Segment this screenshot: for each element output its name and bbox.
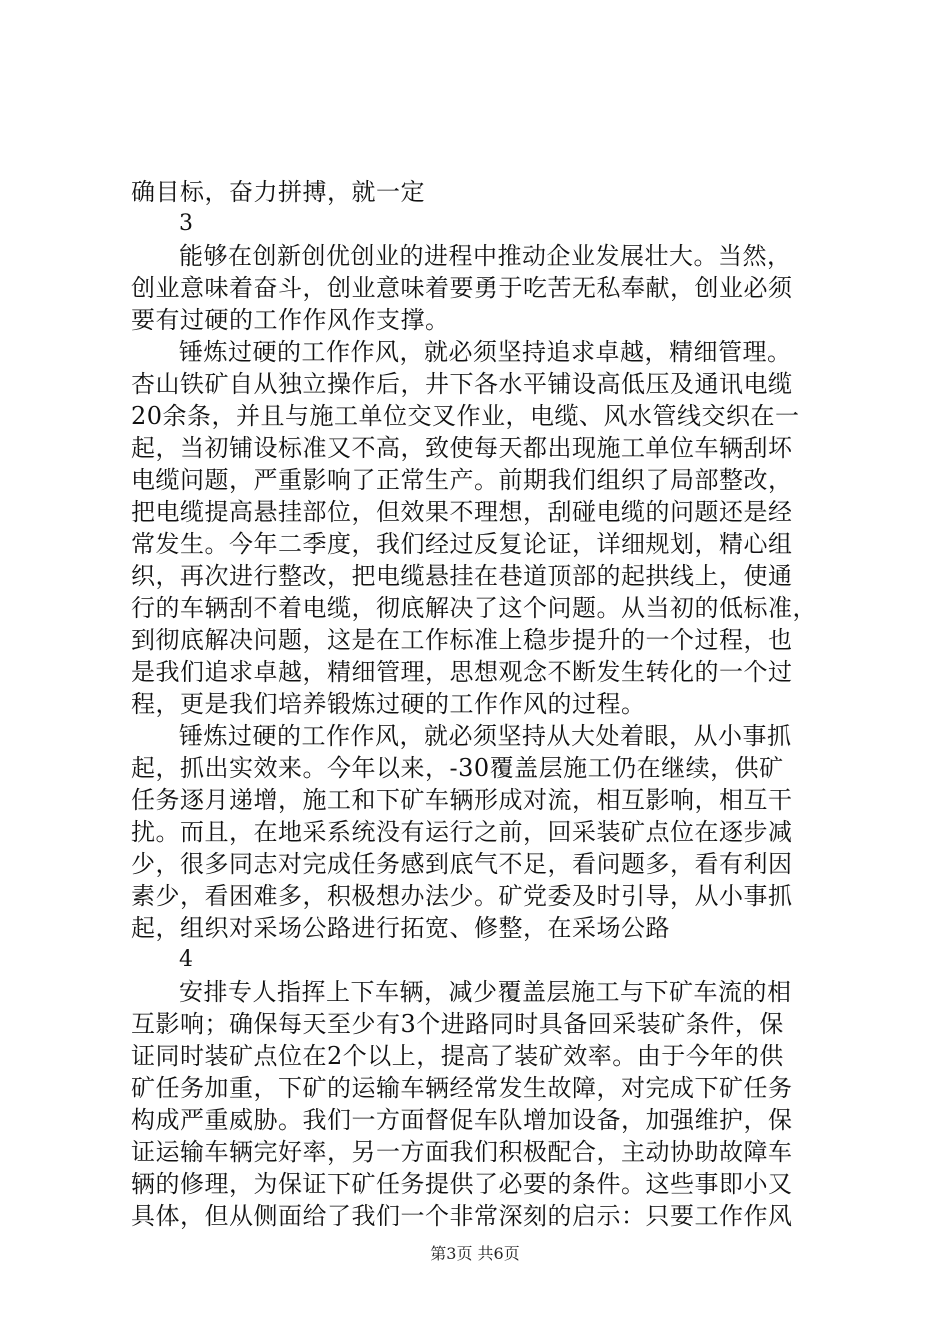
page-marker: 3 — [179, 211, 194, 236]
text-line: 证运输车辆完好率，另一方面我们积极配合，主动协助故障车 — [131, 1138, 793, 1166]
paragraph-start-line: 能够在创新创优创业的进程中推动企业发展壮大。当然， — [179, 242, 792, 270]
text-line: 创业意味着奋斗，创业意味着要勇于吃苦无私奉献，创业必须 — [131, 274, 793, 302]
text-line: 杏山铁矿自从独立操作后，井下各水平铺设高低压及通讯电缆 — [131, 370, 793, 398]
text-line: 少，很多同志对完成任务感到底气不足，看问题多，看有利因 — [131, 850, 793, 878]
text-line: 构成严重威胁。我们一方面督促车队增加设备，加强维护，保 — [131, 1106, 793, 1134]
text-line: 具体，但从侧面给了我们一个非常深刻的启示：只要工作作风 — [131, 1202, 793, 1230]
text-line: 20余条，并且与施工单位交叉作业，电缆、风水管线交织在一 — [131, 402, 800, 430]
page-marker: 4 — [179, 947, 194, 972]
paragraph-start-line: 锤炼过硬的工作作风，就必须坚持从大处着眼，从小事抓 — [179, 722, 792, 750]
text-line: 要有过硬的工作作风作支撑。 — [131, 306, 450, 334]
text-line: 扰。而且，在地采系统没有运行之前，回采装矿点位在逐步减 — [131, 818, 793, 846]
text-line: 起，当初铺设标准又不高，致使每天都出现施工单位车辆刮坏 — [131, 434, 793, 462]
text-line: 矿任务加重，下矿的运输车辆经常发生故障，对完成下矿任务 — [131, 1074, 793, 1102]
text-line: 辆的修理，为保证下矿任务提供了必要的条件。这些事即小又 — [131, 1170, 793, 1198]
text-line: 任务逐月递增，施工和下矿车辆形成对流，相互影响，相互干 — [131, 786, 793, 814]
text-line: 是我们追求卓越，精细管理，思想观念不断发生转化的一个过 — [131, 658, 793, 686]
text-line: 确目标，奋力拼搏，就一定 — [131, 178, 425, 206]
text-line: 素少，看困难多，积极想办法少。矿党委及时引导，从小事抓 — [131, 882, 793, 910]
text-line: 互影响；确保每天至少有3个进路同时具备回采装矿条件，保 — [131, 1010, 784, 1038]
text-line: 到彻底解决问题，这是在工作标准上稳步提升的一个过程，也 — [131, 626, 793, 654]
text-line: 常发生。今年二季度，我们经过反复论证，详细规划，精心组 — [131, 530, 793, 558]
text-line: 证同时装矿点位在2个以上，提高了装矿效率。由于今年的供 — [131, 1042, 784, 1070]
paragraph-start-line: 安排专人指挥上下车辆，减少覆盖层施工与下矿车流的相 — [179, 978, 792, 1006]
text-line: 行的车辆刮不着电缆，彻底解决了这个问题。从当初的低标准， — [131, 594, 817, 622]
text-line: 织，再次进行整改，把电缆悬挂在巷道顶部的起拱线上，使通 — [131, 562, 793, 590]
paragraph-start-line: 锤炼过硬的工作作风，就必须坚持追求卓越，精细管理。 — [179, 338, 792, 366]
text-line: 把电缆提高悬挂部位，但效果不理想，刮碰电缆的问题还是经 — [131, 498, 793, 526]
page-footer: 第3页 共6页 — [430, 1244, 520, 1263]
text-line: 程，更是我们培养锻炼过硬的工作作风的过程。 — [131, 690, 646, 718]
text-line: 起，组织对采场公路进行拓宽、修整，在采场公路 — [131, 914, 670, 942]
text-line: 电缆问题，严重影响了正常生产。前期我们组织了局部整改， — [131, 466, 793, 494]
text-line: 起，抓出实效来。今年以来，-30覆盖层施工仍在继续，供矿 — [131, 754, 784, 782]
